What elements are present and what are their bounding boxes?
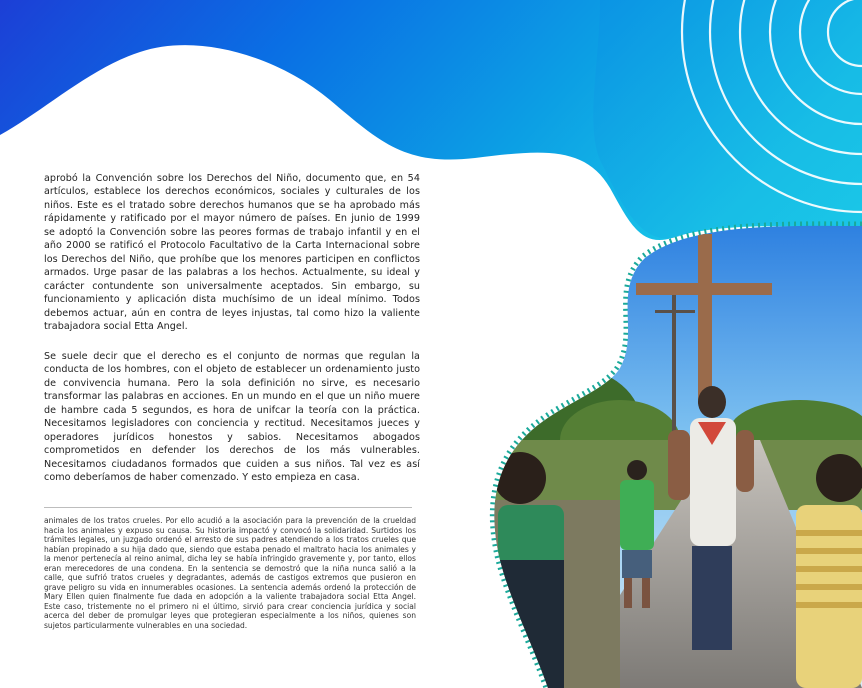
body-paragraph-2: Se suele decir que el derecho es el conjunto de normas que regulan la conducta de los hombres, con el objeto de establecer un ordenamiento justo de convivencia humana. Pero la sola definición no sirve, es necesario transformar las palabras en acciones. En un mundo en el que un niño muere de hambre cada 5 segundos, es hora de unifcar la teoría con la práctica. Necesitamos legisladores con conciencia y rectitud. Necesitamos jueces y operadores jurídicos honestos y sabios. Necesitamos abogados comprometidos en defender los derechos de los más vulnerables. Necesitamos ciudadanos formados que cuiden a sus niños. Tal vez es así como deberíamos de haber comenzado. Y esto empieza en casa. [44, 351, 420, 484]
footnote-text: animales de los tratos crueles. Por ello acudió a la asociación para la prevención de la crueldad hacia los animales y expuso su causa. Su historia impactó y convocó la solidaridad. Surtidos los trámites legales, un juzgado ordenó el arresto de sus padres atendiendo a los tratos crueles que habían propinado a su hija dado que, siendo que estaba penado el maltrato hacia los animales y la menor pertenecía al reino animal, dicha ley se había infringido gravemente y, por tanto, ellos eran merecedores de una condena. En la sentencia se demostró que la niña nunca salió a la calle, que sufrió tratos crueles y degradantes, además de castigos extremos que pusieron en grave peligro su vida en innumerables ocasiones. La sentencia además ordenó la protección de Mary Ellen quien finalmente fue dada en adopción a la valiente trabajadora social Etta Angel. Este caso, tristemente no el primero ni el último, sirvió para crear conciencia jurídica y social acerca del deber de promulgar leyes que protegieran especialmente a los niños, quienes son sujetos particularmente vulnerables en una sociedad. [44, 516, 416, 630]
footnote-divider [44, 507, 412, 508]
children-walking-photo [480, 220, 862, 688]
body-paragraph-1: aprobó la Convención sobre los Derechos del Niño, documento que, en 54 artículos, establece los derechos económicos, sociales y culturales de los niños. Este es el tratado sobre derechos humanos que se ha aprobado más rápidamente y ratificado por el mayor número de países. En junio de 1999 se adoptó la Convención sobre las peores formas de trabajo infantil y en el año 2000 se ratificó el Protocolo Facultativo de la Carta Internacional sobre los Derechos del Niño, que prohíbe que los menores participen en conflictos armados. Urge pasar de las palabras a los hechos. Actualmente, su ideal y carácter contundente son universalmente aceptados. Sin embargo, su funcionamiento y aplicación dista muchísimo de un ideal mínimo. Todos debemos actuar, aún en contra de leyes injustas, tal como hizo la valiente trabajadora social Etta Angel. [44, 173, 420, 332]
